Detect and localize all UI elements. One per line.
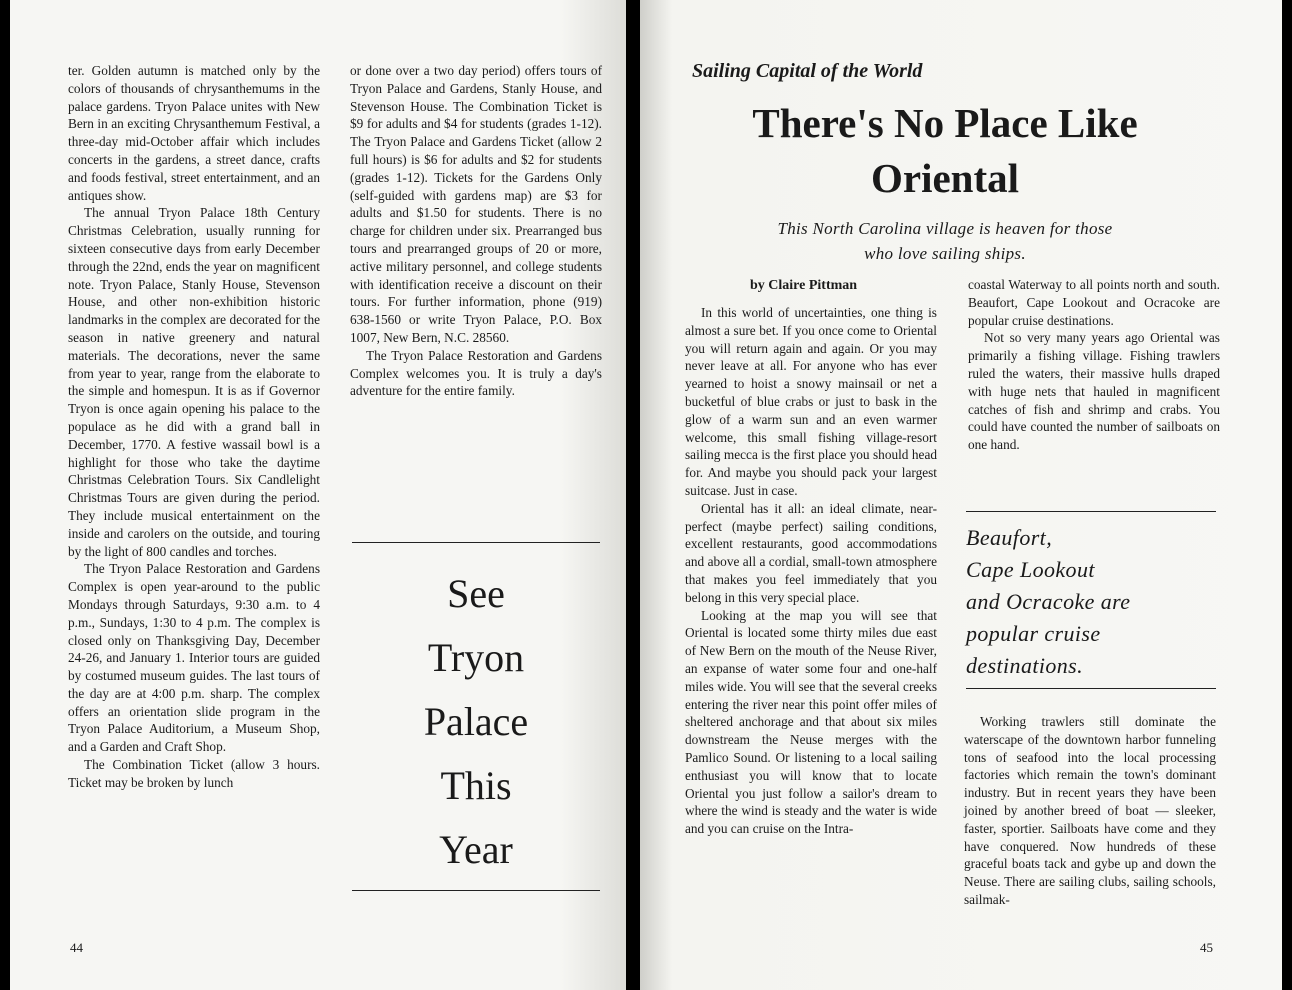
pull-quote-line: Year [439, 827, 513, 872]
pull-quote-line: This [440, 763, 512, 808]
page-number: 44 [70, 940, 83, 955]
paragraph: The Tryon Palace Restoration and Gardens Complex is open year-around to the public Mondays through Saturdays, 9:30 a.m. to 4 p.m., Sundays, 1:30 to 4 p.m. The complex is closed only on Thanksgiving Day, December 24-26, and January 1. Interior tours are guided by costumed museum guides. The last tours of the day are at 4:00 p.m. sharp. The complex offers an orientation slide program in the Tryon Palace Auditorium, a Museum Shop, and a Garden and Craft Shop. [68, 561, 320, 755]
byline: by Claire Pittman [750, 278, 858, 293]
headline-line: Oriental [870, 155, 1020, 201]
divider-rule [966, 688, 1216, 689]
left-page [10, 0, 636, 990]
paragraph: coastal Waterway to all points north and south. Beaufort, Cape Lookout and Ocracoke are popular cruise destinations. [968, 277, 1220, 328]
headline [700, 96, 1190, 206]
deck-line: who love sailing ships. [864, 244, 1026, 263]
paragraph: Working trawlers still dominate the waterscape of the downtown harbor funneling tons of seafood into the local processing factories which remain the town's dominant industry. But in recent years they have been joined by another breed of boat — sleeker, faster, sportier. Sailboats have come and they have conquered. Now hundreds of these graceful boats tack and gybe up and down the Neuse. There are sailing clubs, sailing schools, sailmak- [964, 714, 1216, 907]
pull-quote-line: Beaufort, [966, 525, 1053, 550]
pull-quote-line: destinations. [966, 653, 1084, 678]
left-column-1 [68, 62, 320, 792]
paragraph: Not so very many years ago Oriental was primarily a fishing village. Fishing trawlers ruled the waters, their massive hulls draped with huge nets that hauled in magnificent catches of fish and shrimp and crabs. You could have counted the number of sailboats on one hand. [968, 330, 1220, 453]
right-column-1 [685, 304, 937, 838]
deck-line: This North Carolina village is heaven for those [777, 219, 1113, 238]
right-page [640, 0, 1282, 990]
headline-line: There's No Place Like [752, 100, 1138, 146]
right-column-2-bottom [964, 713, 1216, 909]
pull-quote-line: popular cruise [966, 621, 1101, 646]
pull-quote-line: Cape Lookout [966, 557, 1095, 582]
divider-rule [352, 542, 600, 543]
divider-rule [352, 890, 600, 891]
paragraph: Looking at the map you will see that Oriental is located some thirty miles due east of New Bern on the mouth of the Neuse River, an expanse of water some four and one-half miles wide. You will see that the several creeks entering the river near this point offer miles of sheltered anchorage and that about six miles downstream the Neuse merges with the Pamlico Sound. Or listening to a local sailing enthusiast you will know that to locate Oriental you just follow a sailor's dream to where the wind is steady and the water is wide and you can cruise on the Intra- [685, 607, 937, 837]
pull-quote-line: Tryon [427, 635, 525, 680]
pull-quote [352, 562, 600, 882]
paragraph: Oriental has it all: an ideal climate, near-perfect (maybe perfect) sailing conditions, excellent restaurants, good accommodations and above all a cordial, small-town atmosphere that makes you feel immediately that you belong in this very special place. [685, 500, 937, 605]
left-column-2 [350, 62, 602, 400]
paragraph: In this world of uncertainties, one thing is almost a sure bet. If you once come to Oriental you will return again and again. Or you may never leave at all. For anyone who has ever yearned to hoist a snowy mainsail or net a bucketful of blue crabs or just to bask in the glow of a warm sun and an even warmer welcome, this small fishing village-resort sailing mecca is the first place you should head for. And maybe you should pack your largest suitcase. Just in case. [685, 305, 937, 498]
page-number: 45 [1200, 940, 1213, 955]
paragraph: The Tryon Palace Restoration and Gardens Complex welcomes you. It is truly a day's adventure for the entire family. [350, 347, 602, 399]
book-spine [626, 0, 640, 990]
deck [720, 216, 1170, 266]
pull-quote-line: and Ocracoke are [966, 589, 1131, 614]
pull-quote-line: See [447, 571, 505, 616]
divider-rule [966, 511, 1216, 512]
pull-quote-line: Palace [423, 699, 529, 744]
paragraph: or done over a two day period) offers tours of Tryon Palace and Gardens, Stanly House, and Stevenson House. The Combination Ticket is $9 for adults and $4 for students (grades 1-12). The Tryon Palace and Gardens Ticket (allow 2 full hours) is $6 for adults and $2 for students (grades 1-12). Tickets for the Gardens Only (self-guided with gardens map) are $3 for adults and $1.50 for students. There is no charge for children under six. Prearranged bus tours and prearranged groups of 20 or more, active military personnel, and college students with identification receive a discount on their tours. For further information, phone (919) 638-1560 or write Tryon Palace, P.O. Box 1007, New Bern, N.C. 28560. [350, 63, 602, 345]
right-column-2-top [968, 276, 1220, 454]
paragraph: The annual Tryon Palace 18th Century Christmas Celebration, usually running for sixteen consecutive days from early December through the 22nd, ends the year on magnificent note. Tryon Palace, Stanly House, Stevenson House, and other non-exhibition historic landmarks in the complex are decorated for the season in native greenery and natural materials. The decorations, never the same from year to year, range from the elaborate to the simple and homespun. It is as if Governor Tryon is once again opening his palace to the populace as he did with a grand ball in December, 1770. A festive wassail bowl is a highlight for those who take the daytime Christmas Celebration Tours. Six Candlelight Christmas Tours are given during the period. They include musical entertainment on the inside and carolers on the outside, and touring by the light of 800 candles and torches. [68, 205, 320, 559]
paragraph: ter. Golden autumn is matched only by the colors of thousands of chrysanthemums in the palace gardens. Tryon Palace unites with New Bern in an exciting Chrysanthemum Festival, a three-day mid-October affair which includes concerts in the gardens, a street dance, crafts and foods festival, street entertainment, and an antiques show. [68, 63, 320, 203]
pull-quote [966, 522, 1222, 682]
paragraph: The Combination Ticket (allow 3 hours. Ticket may be broken by lunch [68, 757, 320, 790]
kicker: Sailing Capital of the World [692, 60, 923, 82]
